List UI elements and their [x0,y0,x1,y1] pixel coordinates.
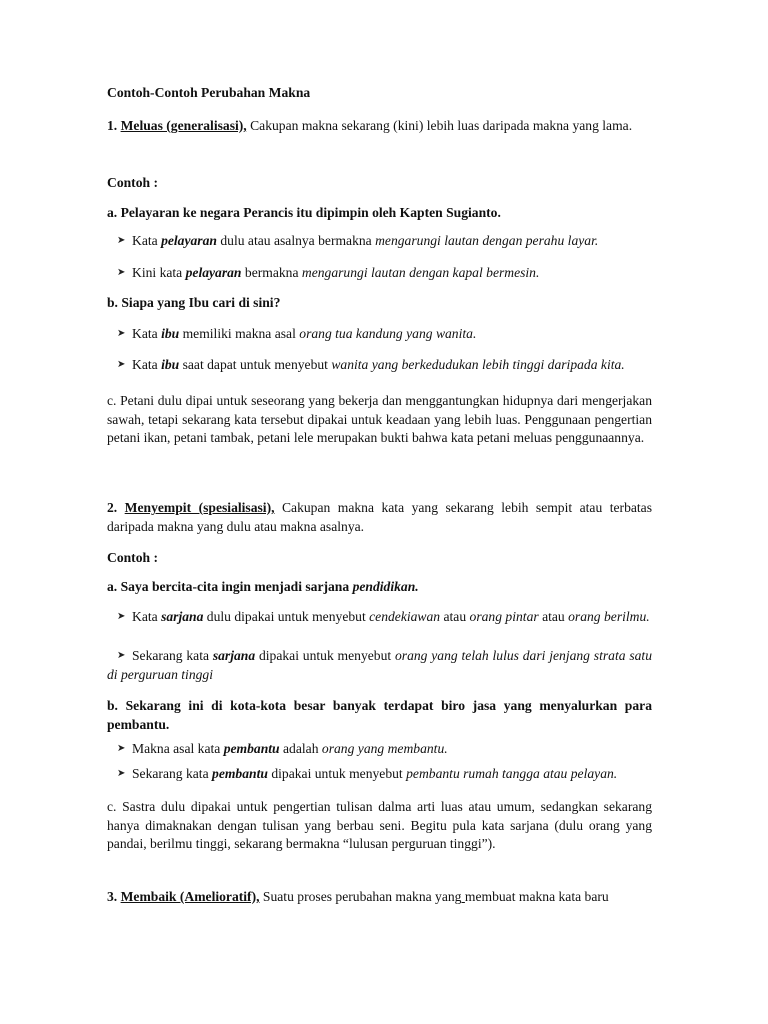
paragraph [107,578,652,597]
bullet-item [107,232,652,251]
text-run: orang pintar [469,609,539,624]
bullet-item [107,325,652,344]
text-run: 1. [107,118,121,133]
text-run: dipakai untuk menyebut [267,766,407,781]
text-run: atau [440,609,470,624]
paragraph [107,204,652,223]
text-run: sarjana [161,609,204,624]
text-run: mengarungi lautan dengan perahu layar. [375,233,599,248]
text-run: cendekiawan [369,609,441,624]
text-run: c. Sastra dulu dipakai untuk pengertian tulisan dalma arti luas atau umum, sedangkan sekarang hanya dimaknakan dengan tulisan yang berbau seni. Begitu pula kata sarjana (dulu orang yang pandai, berilmu tinggi, sekarang bermakna “lulusan perguruan tinggi”). [107,799,652,851]
arrow-bullet-icon: ➤ [117,768,126,779]
text-run: dulu atau asalnya bermakna [216,233,376,248]
arrow-bullet-icon: ➤ [117,235,126,246]
arrow-bullet-icon: ➤ [117,650,126,661]
text-run: Kata [132,326,162,341]
text-run: 3. [107,889,121,904]
text-run: Menyempit (spesialisasi), [124,500,275,515]
text-run: orang yang membantu. [321,741,448,756]
text-run: membuat makna kata baru [464,889,609,904]
text-run: b. Siapa yang Ibu cari di sini? [107,295,281,310]
arrow-bullet-icon: ➤ [117,267,126,278]
text-run: Cakupan makna sekarang (kini) lebih luas daripada makna yang lama. [246,118,633,133]
text-run: pendidikan. [352,579,419,594]
text-run: Sekarang kata [132,766,213,781]
text-run: orang tua kandung yang wanita. [299,326,477,341]
text-run: pelayaran [185,265,242,280]
text-run: Contoh : [107,175,158,190]
bullet-item [107,647,652,684]
text-run: orang berilmu. [568,609,650,624]
text-run: pembantu rumah tangga atau pelayan. [406,766,618,781]
text-run: ibu [161,357,180,372]
arrow-bullet-icon: ➤ [117,328,126,339]
text-run: pelayaran [161,233,217,248]
text-run: dulu dipakai untuk menyebut [203,609,370,624]
text-run: Kini kata [132,265,186,280]
paragraph [107,888,652,907]
arrow-bullet-icon: ➤ [117,359,126,370]
text-run: ibu [161,326,180,341]
text-run: 2. [107,500,125,515]
text-run: Cakupan makna kata yang sekarang lebih sempit atau terbatas daripada makna yang dulu atau makna asalnya. [107,500,653,534]
paragraph [107,117,652,136]
text-run: wanita yang berkedudukan lebih tinggi daripada kita. [331,357,625,372]
paragraph [107,549,652,568]
text-run: Makna asal kata [132,741,224,756]
text-run: pembantu [212,766,268,781]
text-run: saat dapat untuk menyebut [179,357,332,372]
arrow-bullet-icon: ➤ [117,611,126,622]
paragraph [107,294,652,313]
text-run: Kata [132,233,162,248]
text-run: dipakai untuk menyebut [255,648,395,663]
text-run: adalah [279,741,322,756]
text-run: c. Petani dulu dipai untuk seseorang yang bekerja dan menggantungkan hidupnya dari mengerjakan sawah, tetapi sekarang kata tersebut dipakai untuk keadaan yang lebih luas. Penggunaan pengertian petani ikan, petani tambak, petani lele merupakan bukti bahwa kata petani meluas penggunaannya. [107,393,652,445]
text-run: orang yang telah lulus dari jenjang strata satu di perguruan tinggi [107,648,652,682]
text-run: Kata [132,609,162,624]
text-run: Membaik (Amelioratif), [120,889,260,904]
paragraph [107,697,652,734]
paragraph [107,84,652,103]
text-run: Kata [132,357,162,372]
text-run: Suatu proses perubahan makna yang [259,889,462,904]
text-run: bermakna [241,265,302,280]
text-run: pembantu [223,741,280,756]
paragraph [107,392,652,448]
text-run: a. Pelayaran ke negara Perancis itu dipimpin oleh Kapten Sugianto. [107,205,501,220]
text-run: Contoh-Contoh Perubahan Makna [107,85,311,100]
bullet-item [107,264,652,283]
arrow-bullet-icon: ➤ [117,743,126,754]
bullet-item [107,765,652,784]
text-run: mengarungi lautan dengan kapal bermesin. [301,265,540,280]
text-run: b. Sekarang ini di kota-kota besar banyak terdapat biro jasa yang menyalurkan para pembantu. [107,698,652,732]
paragraph [107,798,652,854]
bullet-item [107,356,652,375]
bullet-item [107,740,652,759]
text-run: sarjana [212,648,256,663]
bullet-item [107,608,652,627]
text-run: Meluas (generalisasi), [120,118,247,133]
text-run: memiliki makna asal [179,326,300,341]
text-run: Contoh : [107,550,158,565]
paragraph [107,499,652,536]
text-run: Sekarang kata [132,648,213,663]
paragraph [107,174,652,193]
text-run: a. Saya bercita-cita ingin menjadi sarjana [107,579,353,594]
text-run: atau [538,609,569,624]
